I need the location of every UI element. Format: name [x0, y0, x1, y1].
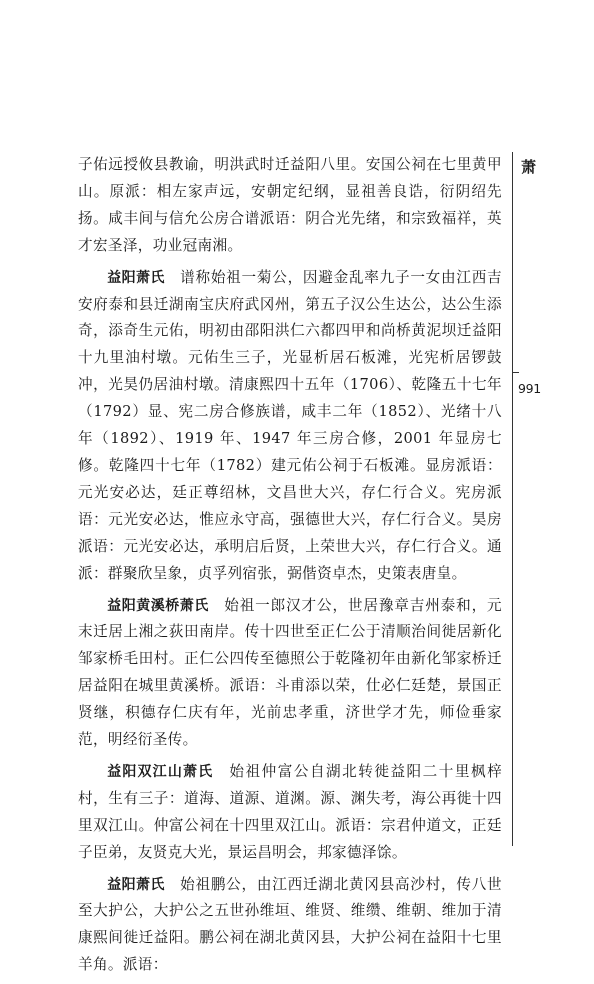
side-tab-surname: 萧 [521, 158, 537, 176]
clan-heading: 益阳萧氏 [107, 269, 165, 286]
paragraph-continued [78, 152, 502, 260]
paragraph-yiyang-xiao [78, 265, 502, 588]
page-body [78, 152, 502, 984]
paragraph-text: 子佑远授攸县教谕，明洪武时迁益阳八里。安国公祠在七里黄甲山。原派：相左家声远，安朝定纪纲，显祖善良诰，衍阴绍先扬。咸丰间与信允公房合谱派语：阴合光先绪，和宗致福祥，英才宏圣泽，功业冠南湘。 [78, 156, 502, 254]
paragraph-text: 始祖鹏公，由江西迁湖北黄冈县高沙村，传八世至大护公，大护公之五世孙维垣、维贤、维缵、维朝、维加于清康熙间徙迁益阳。鹏公祠在湖北黄冈县，大护公祠在益阳十七里羊角。派语： [78, 875, 502, 974]
page-number-tick [512, 372, 519, 373]
page-number: 991 [518, 381, 541, 396]
paragraph-huangxiqiao-xiao [78, 593, 502, 754]
paragraph-text: 始祖一郎汉才公，世居豫章吉州泰和，元末迁居上湘之荻田南岸。传十四世至正仁公于清顺治间徙居新化邹家桥毛田村。正仁公四传至德照公于乾隆初年由新化邹家桥迁居益阳在城里黄溪桥。派语：斗甫添以荣，仕必仁廷楚，景国正贤继，积德存仁庆有年，光前忠孝重，济世学才先，师俭垂家范，明经衍圣传。 [78, 596, 502, 749]
clan-heading: 益阳双江山萧氏 [107, 763, 214, 780]
clan-heading: 益阳黄溪桥萧氏 [107, 597, 209, 614]
paragraph-yiyang-xiao-peng [78, 872, 502, 980]
paragraph-shuangjiangshan-xiao [78, 759, 502, 867]
paragraph-text: 谱称始祖一菊公，因避金乱率九子一女由江西吉安府泰和县迁湖南宝庆府武冈州，第五子汉公生达公，达公生添奇，添奇生元佑，明初由邵阳洪仁六都四甲和尚桥黄泥坝迁益阳十九里油村墩。元佑生三子，光显析居石板滩，光宪析居锣鼓冲，光昊仍居油村墩。清康熙四十五年（1706）、乾隆五十七年（1792）显、宪二房合修族谱，咸丰二年（1852）、光绪十八年（1892）、1919 年、1947 年三房合修，2001 年显房七修。乾隆四十七年（1782）建元佑公祠于石板滩。显房派语：元光安必达，廷正尊绍林，文昌世大兴，存仁行合义。宪房派语：元光安必达，惟应永守高，强德世大兴，存仁行合义。昊房派语：元光安必达，承明启后贤，上荣世大兴，存仁行合义。通派：群聚欣呈象，贞孚列宿张，弼偕资卓杰，史策表唐皇。 [78, 268, 502, 582]
margin-rule [512, 152, 513, 846]
clan-heading: 益阳萧氏 [107, 876, 165, 893]
paragraph-text: 始祖仲富公自湖北转徙益阳二十里枫梓村，生有三子：道海、道源、道渊。源、渊失考，海公再徙十四里双江山。仲富公祠在十四里双江山。派语：宗君仲道文，正廷子臣弟，友贤克大光，景运昌明会，邦家德泽馀。 [78, 762, 503, 861]
